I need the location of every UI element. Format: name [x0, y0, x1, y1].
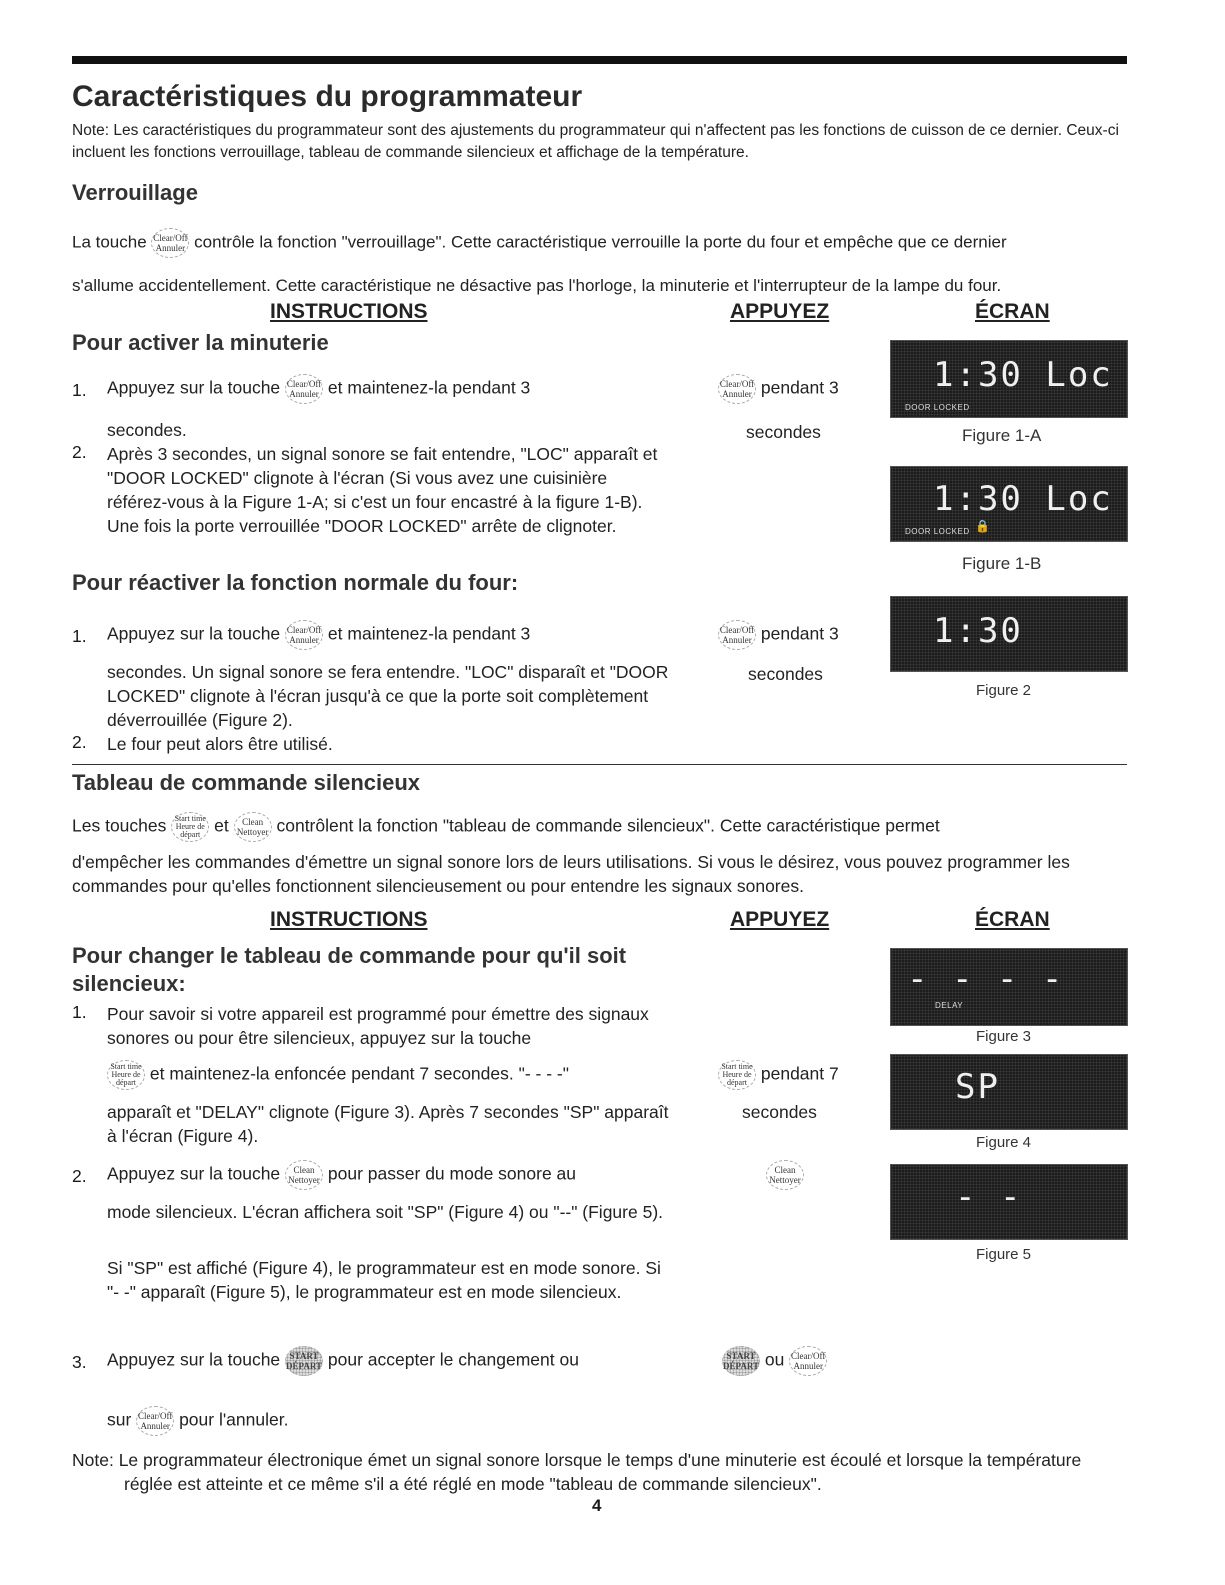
clear-off-key-icon: Clear/Off Annuler [718, 374, 756, 404]
activate-step1 [107, 374, 530, 404]
lock-para-line1 [72, 228, 1132, 258]
step-text: pour passer du mode sonore au [327, 1163, 576, 1184]
step-number: 1. [72, 380, 87, 400]
press-text: pendant 3 [760, 623, 839, 644]
para-text: et [214, 815, 229, 836]
lock-para-c: s'allume accidentellement. Cette caractéristique ne désactive pas l'horloge, la minuterie et l'interrupteur de la lampe du four. [72, 276, 1002, 295]
final-note-text: Note: Le programmateur électronique émet un signal sonore lorsque le temps d'une minuterie est écoulé et lorsque la température réglée est atteinte et ce même s'il a été réglé en mode "tableau de commande silencieux". [72, 1450, 1082, 1494]
step-text: et maintenez-la pendant 3 [327, 623, 531, 644]
figure-1a-display [890, 340, 1128, 418]
step-text: Appuyez sur la touche [107, 1163, 281, 1184]
lock-para-b: contrôle la fonction "verrouillage". Cette caractéristique verrouille la porte du four et empêche que ce dernier [194, 232, 1007, 252]
silent-step1-b [107, 1060, 569, 1090]
silent-step2-d: Si "SP" est affiché (Figure 4), le programmateur est en mode sonore. Si "- -" apparaît (Figure 5), le programmateur est en mode silencieux. [107, 1258, 661, 1302]
display-text: - - - - [907, 959, 1065, 999]
press-seconds: secondes [746, 422, 821, 442]
clear-off-key-icon: Clear/Off Annuler [136, 1406, 174, 1436]
start-time-key-icon: Start time Heure de départ [718, 1060, 756, 1090]
press-clean [766, 1160, 804, 1190]
step-number: 3. [72, 1352, 87, 1372]
page-title: Caractéristiques du programmateur [72, 80, 583, 113]
figure-2-caption: Figure 2 [976, 682, 1032, 699]
step-text: et maintenez-la enfoncée pendant 7 secondes. "- - - -" [149, 1063, 569, 1084]
display-text: SP [955, 1067, 1000, 1107]
start-time-key-icon: Start time Heure de départ [107, 1060, 145, 1090]
clean-key-icon: Clean Nettoyer [234, 812, 272, 842]
step-text: pour accepter le changement ou [327, 1349, 579, 1370]
para-text: Les touches [72, 815, 167, 836]
col-press: APPUYEZ [730, 300, 830, 323]
step-number: 1. [72, 1002, 87, 1022]
start-time-key-icon: Start time Heure de départ [171, 812, 209, 842]
silent-heading: Tableau de commande silencieux [72, 770, 421, 795]
col-screen: ÉCRAN [975, 300, 1050, 323]
step-text: Appuyez sur la touche [107, 377, 281, 398]
lock-icon: 🔒 [975, 519, 990, 533]
clear-off-key-icon: Clear/Off Annuler [285, 374, 323, 404]
display-text: 1:30 [933, 611, 1023, 651]
silent-step3-b [107, 1406, 288, 1436]
step-text: sur [107, 1409, 132, 1430]
press-start-time-7s [718, 1060, 839, 1090]
door-locked-label: DOOR LOCKED [905, 403, 970, 412]
activate-step1-cont: secondes. [107, 420, 187, 440]
figure-5-display [890, 1164, 1128, 1240]
step-text: pour l'annuler. [179, 1409, 289, 1430]
press-clear-3s [718, 374, 839, 404]
col-screen: ÉCRAN [975, 908, 1050, 931]
step-text: Appuyez sur la touche [107, 1349, 281, 1370]
para-text: contrôlent la fonction "tableau de commande silencieux". Cette caractéristique permet [276, 815, 940, 836]
lock-para-a: La touche [72, 232, 147, 252]
step-number: 2. [72, 442, 87, 462]
section-divider [72, 764, 1127, 765]
figure-5-caption: Figure 5 [976, 1246, 1032, 1263]
silent-para-c: d'empêcher les commandes d'émettre un signal sonore lors de leurs utilisations. Si vous le désirez, vous pouvez programmer les commandes pour qu'elles fonctionnent silencieusement ou pour entendre les signaux sonores. [72, 852, 1070, 896]
press-start-or-clear [722, 1346, 827, 1376]
step-text: Appuyez sur la touche [107, 623, 281, 644]
clear-off-key-icon: Clear/Off Annuler [718, 620, 756, 650]
page-number: 4 [592, 1496, 602, 1515]
step-number: 2. [72, 1166, 87, 1186]
lock-heading: Verrouillage [72, 180, 198, 205]
press-text: pendant 7 [760, 1063, 839, 1084]
press-clear-3s [718, 620, 839, 650]
display-text: 1:30 Loc [933, 355, 1113, 395]
figure-4-caption: Figure 4 [976, 1134, 1032, 1151]
figure-3-caption: Figure 3 [976, 1028, 1032, 1045]
start-key-icon: START DÉPART [285, 1346, 323, 1376]
figure-1b-display [890, 466, 1128, 542]
start-key-icon: START DÉPART [722, 1346, 760, 1376]
display-text: - - [955, 1177, 1023, 1217]
clear-off-key-icon: Clear/Off Annuler [151, 228, 189, 258]
step-number: 2. [72, 732, 87, 752]
reactivate-step2: Le four peut alors être utilisé. [107, 734, 333, 754]
change-heading: Pour changer le tableau de commande pour qu'il soit silencieux: [72, 943, 627, 996]
activate-heading: Pour activer la minuterie [72, 330, 329, 355]
reactivate-heading: Pour réactiver la fonction normale du four: [72, 570, 519, 595]
clear-off-key-icon: Clear/Off Annuler [789, 1346, 827, 1376]
delay-label: DELAY [935, 1001, 964, 1010]
figure-3-display [890, 948, 1128, 1026]
step-text: et maintenez-la pendant 3 [327, 377, 531, 398]
final-note [72, 1448, 1122, 1496]
press-seconds: secondes [748, 664, 823, 684]
col-instructions: INSTRUCTIONS [270, 908, 428, 931]
clear-off-key-icon: Clear/Off Annuler [285, 620, 323, 650]
reactivate-step1 [107, 620, 530, 650]
silent-step1-c: apparaît et "DELAY" clignote (Figure 3). Après 7 secondes "SP" apparaît à l'écran (Figure 4). [107, 1102, 669, 1146]
press-text: pendant 3 [760, 377, 839, 398]
silent-para-line1 [72, 812, 940, 842]
top-rule [72, 56, 1127, 64]
reactivate-step1-cont: secondes. Un signal sonore se fera entendre. "LOC" disparaît et "DOOR LOCKED" clignote à l'écran jusqu'à ce que la porte soit complètement déverrouillée (Figure 2). [107, 662, 669, 730]
display-text: 1:30 Loc [933, 479, 1113, 519]
silent-step1: Pour savoir si votre appareil est programmé pour émettre des signaux sonores ou pour être silencieux, appuyez sur la touche [107, 1004, 649, 1048]
silent-step2-c: mode silencieux. L'écran affichera soit "SP" (Figure 4) ou "--" (Figure 5). [107, 1202, 664, 1222]
col-instructions: INSTRUCTIONS [270, 300, 428, 323]
intro-note: Note: Les caractéristiques du programmateur sont des ajustements du programmateur qui n'affectent pas les fonctions de cuisson de ce dernier. Ceux-ci incluent les fonctions verrouillage, tableau de commande silencieux et affichage de la température. [72, 122, 1119, 161]
press-seconds: secondes [742, 1102, 817, 1122]
clean-key-icon: Clean Nettoyer [766, 1160, 804, 1190]
silent-step3 [107, 1346, 579, 1376]
or-text: ou [764, 1349, 785, 1370]
figure-2-display [890, 596, 1128, 672]
door-locked-label: DOOR LOCKED [905, 527, 970, 536]
figure-1b-caption: Figure 1-B [962, 554, 1042, 573]
col-press: APPUYEZ [730, 908, 830, 931]
activate-step2: Après 3 secondes, un signal sonore se fait entendre, "LOC" apparaît et "DOOR LOCKED" clignote à l'écran (Si vous avez une cuisinière référez-vous à la Figure 1-A; si c'est un four encastré à la figure 1-B). Une fois la porte verrouillée "DOOR LOCKED" arrête de clignoter. [107, 444, 658, 536]
figure-4-display [890, 1054, 1128, 1130]
silent-step2 [107, 1160, 576, 1190]
clean-key-icon: Clean Nettoyer [285, 1160, 323, 1190]
figure-1a-caption: Figure 1-A [962, 426, 1042, 445]
step-number: 1. [72, 626, 87, 646]
